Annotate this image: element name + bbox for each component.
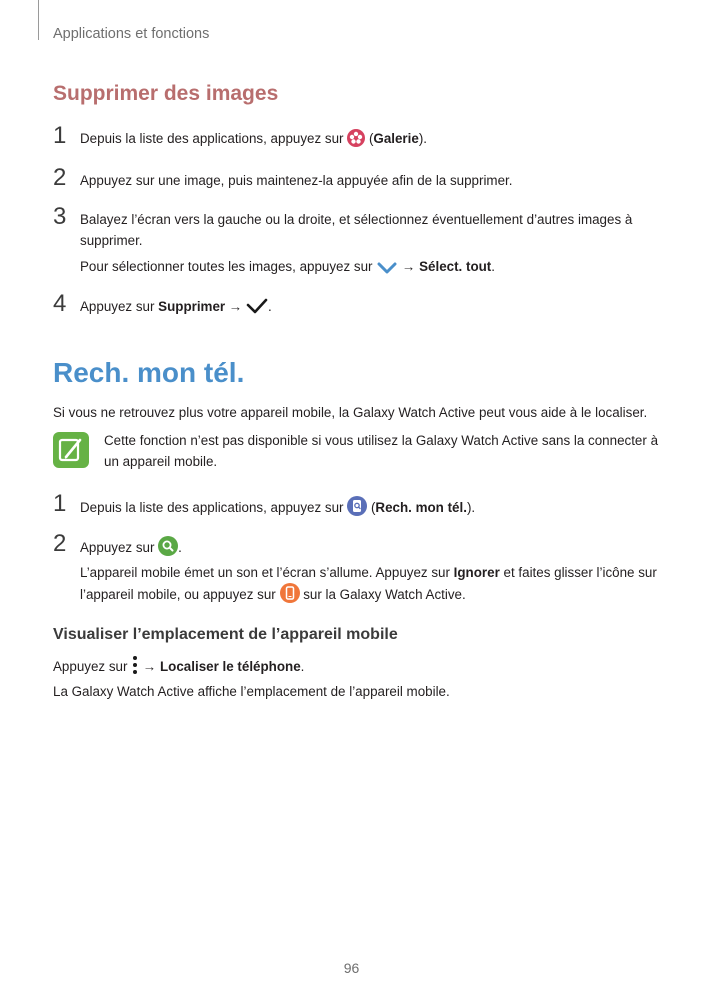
- search-icon: [158, 536, 178, 562]
- find-my-phone-icon: [347, 496, 367, 522]
- find-phone-intro: Si vous ne retrouvez plus votre appareil mobile, la Galaxy Watch Active peut vous aide à le localiser.: [53, 405, 648, 420]
- phone-alert-icon: [280, 583, 300, 609]
- step-number: 3: [53, 203, 67, 230]
- step-3-tip: Pour sélectionner toutes les images, appuyez sur → Sélect. tout.: [80, 256, 660, 281]
- view-location-instruction: Appuyez sur → Localiser le téléphone.: [53, 655, 663, 681]
- step-2-find-detail: L’appareil mobile émet un son et l’écran s’allume. Appuyez sur Ignorer et faites glisser l’icône sur l’appareil mobile, ou appuyez sur sur la Galaxy Watch Active.: [80, 562, 660, 609]
- step-number: 1: [53, 122, 67, 149]
- subsection-title-view-location: Visualiser l’emplacement de l’appareil mobile: [53, 626, 398, 643]
- step-number: 2: [53, 530, 67, 557]
- step-number: 1: [53, 490, 67, 517]
- step-number: 4: [53, 290, 67, 317]
- section-title-delete-images: Supprimer des images: [53, 82, 279, 105]
- note-icon: [53, 432, 89, 468]
- step-number: 2: [53, 164, 67, 191]
- checkmark-icon: [246, 297, 268, 321]
- gallery-icon: [347, 129, 365, 153]
- more-options-icon: [131, 655, 139, 681]
- running-header: Applications et fonctions: [53, 26, 210, 42]
- chevron-down-icon: [376, 260, 398, 281]
- note-text: Cette fonction n’est pas disponible si vous utilisez la Galaxy Watch Active sans la connecter à un appareil mobile.: [104, 433, 659, 469]
- page-number: 96: [343, 960, 360, 976]
- section-title-find-phone: Rech. mon tél.: [53, 357, 245, 388]
- header-rule: [38, 0, 39, 40]
- view-location-description: La Galaxy Watch Active affiche l’emplacement de l’appareil mobile.: [53, 684, 450, 699]
